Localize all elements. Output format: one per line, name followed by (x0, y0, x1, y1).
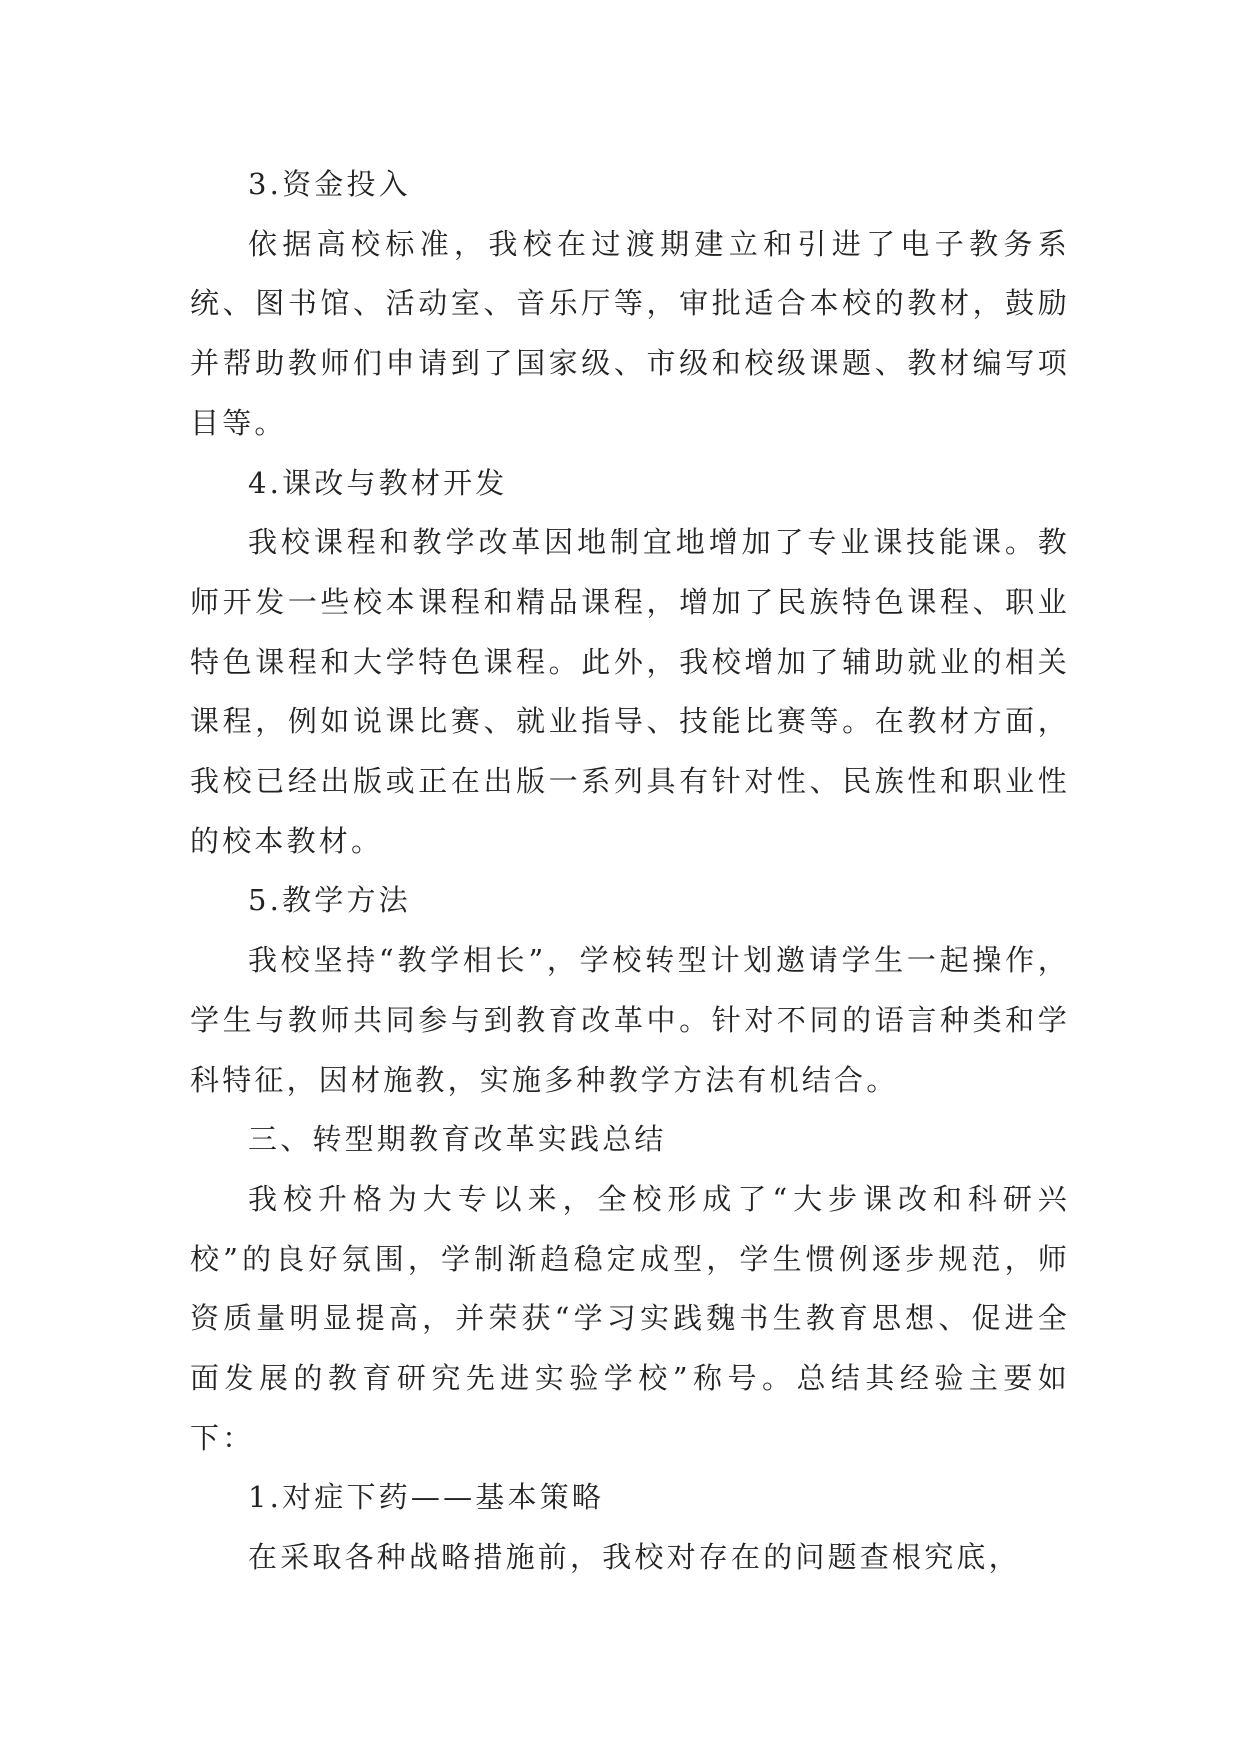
heading-reform-summary: 三、转型期教育改革实践总结 (248, 1122, 667, 1157)
paragraph-teaching-methods: 我校坚持“教学相长”，学校转型计划邀请学生一起操作，学生与教师共同参与到教育改革中。针对不同的语言种类和学科特征，因材施教，实施多种教学方法有机结合。 (190, 943, 1070, 1097)
document-body (190, 155, 1070, 1588)
heading-basic-strategy: 1.对症下药——基本策略 (248, 1480, 605, 1515)
paragraph-reform-summary: 我校升格为大专以来，全校形成了“大步课改和科研兴校”的良好氛围，学制渐趋稳定成型，学生惯例逐步规范，师资质量明显提高，并荣获“学习实践魏书生教育思想、促进全面发展的教育研究先进实验学校”称号。总结其经验主要如下： (190, 1181, 1070, 1455)
paragraph-basic-strategy: 在采取各种战略措施前，我校对存在的问题查根究底， (248, 1540, 1021, 1575)
heading-funding-investment: 3.资金投入 (248, 167, 411, 201)
heading-teaching-methods: 5.教学方法 (248, 883, 411, 918)
paragraph-curriculum-reform: 我校课程和教学改革因地制宜地增加了专业课技能课。教师开发一些校本课程和精品课程，增加了民族特色课程、职业特色课程和大学特色课程。此外，我校增加了辅助就业的相关课程，例如说课比赛、就业指导、技能比赛等。在教材方面，我校已经出版或正在出版一系列具有针对性、民族性和职业性的校本教材。 (190, 525, 1070, 858)
paragraph-funding-investment: 依据高校标准，我校在过渡期建立和引进了电子教务系统、图书馆、活动室、音乐厅等，审批适合本校的教材，鼓励并帮助教师们申请到了国家级、市级和校级课题、教材编写项目等。 (190, 226, 1070, 440)
heading-curriculum-reform: 4.课改与教材开发 (248, 465, 508, 500)
